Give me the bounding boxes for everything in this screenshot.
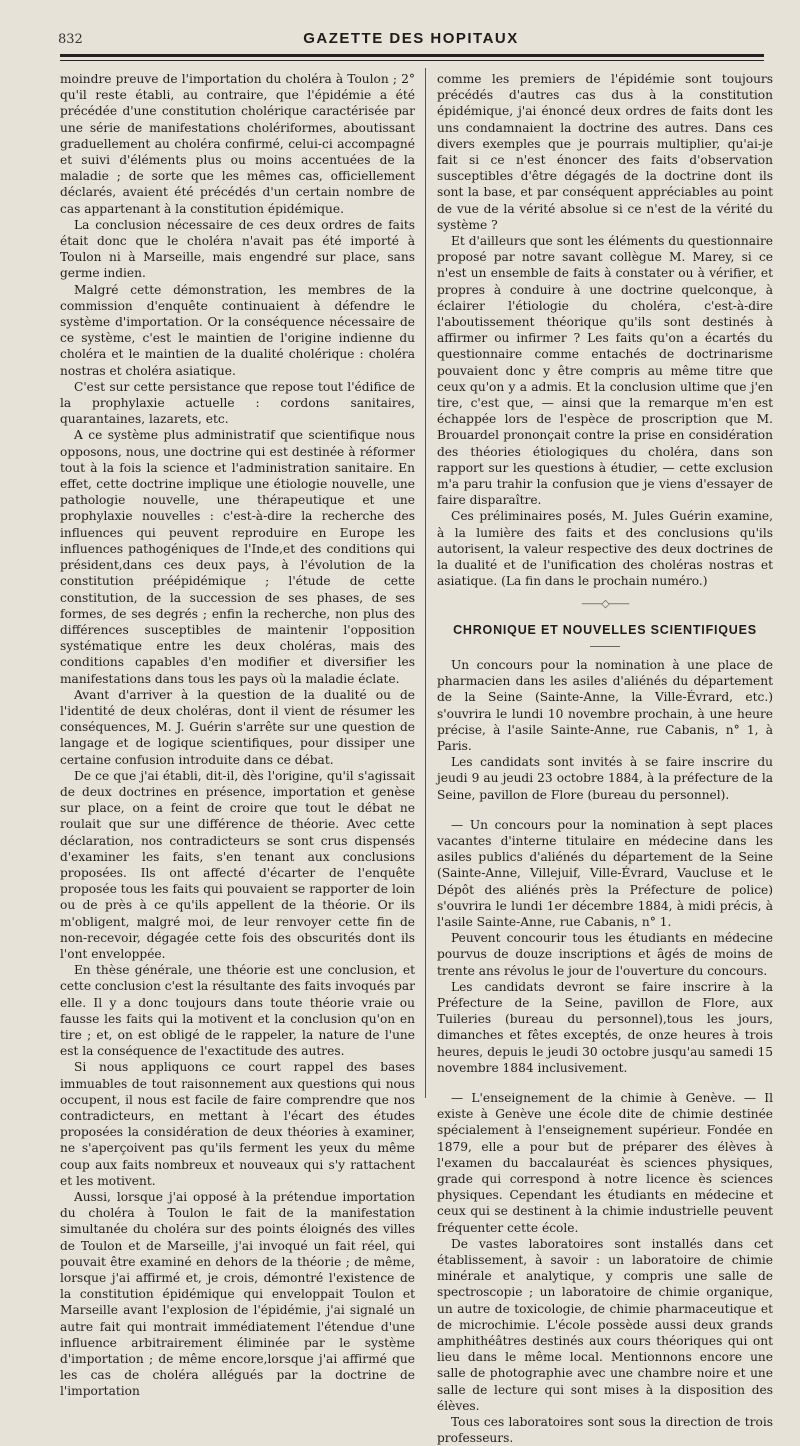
paragraph: Et d'ailleurs que sont les éléments du questionnaire proposé par notre savant collègue M. Marey, si ce n'est un ensemble de faits à constater ou à vérifier, et propres à conduire à une doctrine quelconque, à éclairer l'étiologie du choléra, c'est-à-dire l'aboutissement théorique qu'ils sont destinés à affirmer ou infirmer ? Les faits qu'on a écartés du questionnaire comme entachés de doctrinarisme pouvaient donc y être compris au même titre que ceux qu'on y a admis. Et la conclusion ultime que j'en tire, c'est que, — ainsi que la remarque m'en est échappée lors de l'espèce de proscription que M. Brouardel prononçait contre la prise en considération des théories étiologiques du choléra, dans son rapport sur les questions à étudier, — cette exclusion m'a paru trahir la confusion que je viens d'essayer de faire disparaître. [437, 234, 773, 508]
paragraph: La conclusion nécessaire de ces deux ordres de faits était donc que le choléra n'avait pas été importé à Toulon ni à Marseille, mais engendré sur place, sans germe indien. [60, 217, 415, 281]
paragraph: moindre preuve de l'importation du choléra à Toulon ; 2° qu'il reste établi, au contraire, que l'épidémie a été précédée d'une constitution cholérique caractérisée par une série de manifestations cholériformes, aboutissant graduellement au choléra confirmé, celui-ci accompagné et suivi d'éléments plus ou moins accentuées de la maladie ; de sorte que les mêmes cas, officiellement déclarés, avaient été précédés d'un certain nombre de cas appartenant à la constitution épidémique. [60, 72, 415, 216]
paragraph: A ce système plus administratif que scientifique nous opposons, nous, une doctrine qui est destinée à réformer tout à la fois la science et l'administration sanitaire. En effet, cette doctrine implique une étiologie nouvelle, une pathologie nouvelle, une thérapeutique et une prophylaxie nouvelles : c'est-à-dire la recherche des influences qui peuvent reproduire en Europe les influences pathogéniques de l'Inde,et des conditions qui président,dans ces deux pays, à l'évolution de la constitution préépidémique ; l'étude de cette constitution, de la succession de ses phases, de ses formes, de ses degrés ; enfin la recherche, non plus des différences susceptibles de maintenir l'opposition systématique entre les deux choléras, mais des conditions capables d'en modifier et diversifier les manifestations dans tous les pays où la maladie éclate. [60, 428, 415, 686]
news-item: Peuvent concourir tous les étudiants en médecine pourvus de douze inscriptions et âgés de moins de trente ans révolus le jour de l'ouverture du concours. [437, 931, 773, 978]
news-item: Les candidats devront se faire inscrire à la Préfecture de la Seine, pavillon de Flore, aux Tuileries (bureau du personnel),tous les jours, dimanches et fêtes exceptés, de onze heures à trois heures, depuis le jeudi 30 octobre jusqu'au samedi 15 novembre 1884 inclusivement. [437, 979, 773, 1075]
news-item: Les candidats sont invités à se faire inscrire du jeudi 9 au jeudi 23 octobre 1884, à la préfecture de la Seine, pavillon de Flore (bureau du personnel). [437, 755, 773, 802]
paragraph: De ce que j'ai établi, dit-il, dès l'origine, qu'il s'agissait de deux doctrines en présence, importation et genèse sur place, on a feint de croire que tout le débat ne roulait que sur une différence de théorie. Avec cette déclaration, nos contradicteurs se sont crus dispensés d'examiner les faits, s'en tenant aux conclusions proposées. Ils ont affecté d'écarter de l'enquête proposée tous les faits qui pouvaient se rapporter de loin ou de près à ce qu'ils appellent de la théorie. Or ils m'obligent, malgré moi, de leur renvoyer cette fin de non-recevoir, dégagée cette fois des obscurités dont ils l'ont enveloppée. [60, 768, 415, 961]
right-column [437, 71, 773, 1446]
left-column [60, 71, 415, 1400]
news-item: Un concours pour la nomination à une place de pharmacien dans les asiles d'aliénés du département de la Seine (Sainte-Anne, la Ville-Évrard, etc.) s'ouvrira le lundi 10 novembre prochain, à une heure précise, à l'asile Sainte-Anne, rue Cabanis, n° 1, à Paris. [437, 657, 773, 753]
page-number: 832 [58, 32, 83, 47]
header-rule-thin [60, 60, 764, 61]
paragraph: Si nous appliquons ce court rappel des bases immuables de tout raisonnement aux questions qui nous occupent, il nous est facile de faire comprendre que nos contradicteurs, en mettant à l'écart des études proposées la considération de deux théories à examiner, ne s'aperçoivent pas qu'ils ferment les yeux du même coup aux faits nombreux et nouveaux qui s'y rattachent et les motivent. [60, 1060, 415, 1188]
paragraph: Avant d'arriver à la question de la dualité ou de l'identité de deux choléras, dont il vient de résumer les conséquences, M. J. Guérin s'arrête sur une question de langage et de logique scientifiques, pour dissiper une certaine confusion introduite dans ce débat. [60, 687, 415, 767]
paragraph: Ces préliminaires posés, M. Jules Guérin examine, à la lumière des faits et des conclusions qu'ils autorisent, la valeur respective des deux doctrines de la dualité et de l'unification des choléras nostras et asiatique. (La fin dans le prochain numéro.) [437, 509, 773, 589]
section-divider: ——◇—— [581, 596, 629, 610]
column-rule [425, 68, 426, 1098]
paragraph: En thèse générale, une théorie est une conclusion, et cette conclusion c'est la résultante des faits invoqués par elle. Il y a donc toujours dans toute théorie vraie ou fausse les faits qui la motivent et la conclusion qu'on en tire ; et, on est obligé de le rappeler, la nature de l'une est la conséquence de l'exactitude des autres. [60, 963, 415, 1059]
title-rule [590, 646, 620, 647]
paragraph: comme les premiers de l'épidémie sont toujours précédés d'autres cas dus à la constitution épidémique, j'ai énoncé deux ordres de faits dont les uns condamnaient la doctrine des autres. Dans ces divers exemples que je pourrais multiplier, qu'ai-je fait si ce n'est énoncer des faits d'observation susceptibles d'être dégagés de la doctrine dont ils sont la base, et par conséquent appréciables au point de vue de la vérité absolue si ce n'est de la vérité du système ? [437, 72, 773, 232]
news-item: Tous ces laboratoires sont sous la direction de trois professeurs. [437, 1415, 773, 1446]
section-title: CHRONIQUE ET NOUVELLES SCIENTIFIQUES [453, 622, 757, 637]
news-item: — Un concours pour la nomination à sept places vacantes d'interne titulaire en médecine dans les asiles publics d'aliénés du département de la Seine (Sainte-Anne, Villejuif, Ville-Évrard, Vaucluse et le Dépôt des aliénés près la Préfecture de police) s'ouvrira le lundi 1er décembre 1884, à midi précis, à l'asile Sainte-Anne, rue Cabanis, n° 1. [437, 817, 773, 929]
header-rule-thick [60, 54, 764, 57]
paragraph: C'est sur cette persistance que repose tout l'édifice de la prophylaxie actuelle : cordons sanitaires, quarantaines, lazarets, etc. [60, 379, 415, 427]
paragraph: Aussi, lorsque j'ai opposé à la prétendue importation du choléra à Toulon le fait de la manifestation simultanée du choléra sur des points éloignés des villes de Toulon et de Marseille, j'ai invoqué un fait réel, qui pouvait être examiné en dehors de la théorie ; de même, lorsque j'ai affirmé et, je crois, démontré l'existence de la constitution épidémique qui enveloppait Toulon et Marseille avant l'explosion de l'épidémie, j'ai signalé un autre fait qui montrait immédiatement l'étendue d'une influence arbitrairement éliminée par le système d'importation ; de même encore,lorsque j'ai affirmé que les cas de choléra allégués par la doctrine de l'importation [60, 1190, 415, 1399]
news-item: — L'enseignement de la chimie à Genève. — Il existe à Genève une école dite de chimie destinée spécialement à l'enseignement supérieur. Fondée en 1879, elle a pour but de préparer des élèves à l'examen du baccalauréat ès sciences physiques, grade qui correspond à notre licence ès sciences physiques. Cependant les étudiants en médecine et ceux qui se destinent à la chimie industrielle peuvent fréquenter cette école. [437, 1090, 773, 1235]
news-item: De vastes laboratoires sont installés dans cet établissement, à savoir : un laboratoire de chimie minérale et analytique, y compris une salle de spectroscopie ; un laboratoire de chimie organique, un autre de toxicologie, de chimie pharmaceutique et de microchimie. L'école possède aussi deux grands amphithéâtres destinés aux cours théoriques qui ont lieu dans le même local. Mentionnons encore une salle de photographie avec une chambre noire et une salle de lecture qui sont mises à la disposition des élèves. [437, 1236, 773, 1413]
journal-title: GAZETTE DES HOPITAUX [303, 30, 519, 47]
page-header [58, 30, 764, 52]
paragraph: Malgré cette démonstration, les membres de la commission d'enquête continuaient à défendre le système d'importation. Or la conséquence nécessaire de ce système, c'est le maintien de l'origine indienne du choléra et le maintien de la dualité cholérique : choléra nostras et choléra asiatique. [60, 282, 415, 378]
